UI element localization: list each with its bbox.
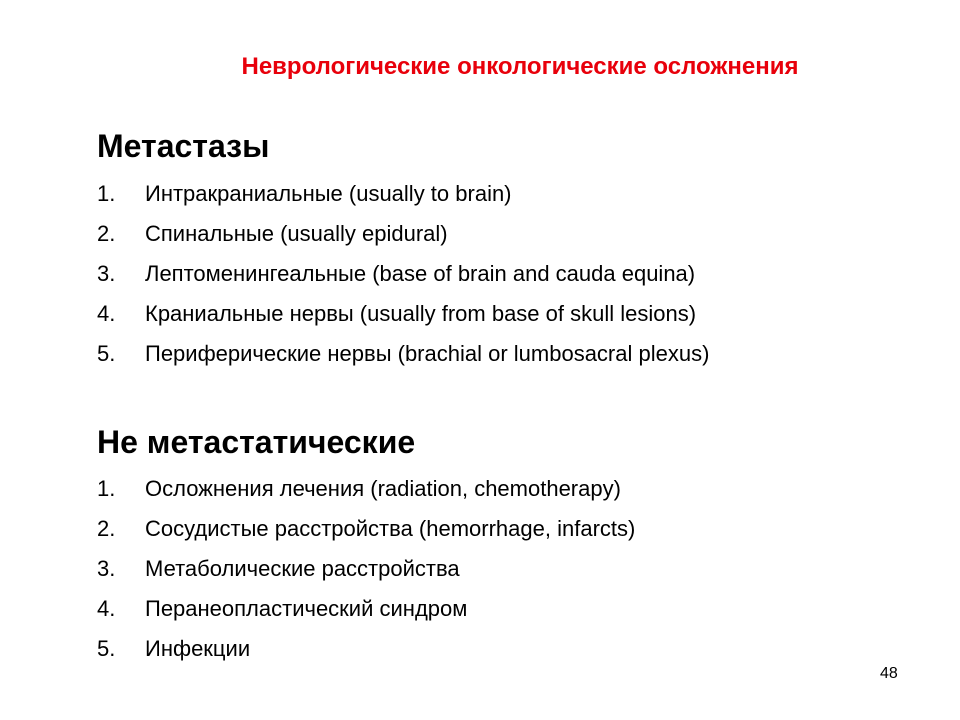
list-item-number: 5.: [97, 341, 116, 366]
non-metastatic-list: [97, 477, 635, 677]
section-heading-non-metastatic: Не метастатические: [97, 424, 416, 460]
list-item: [97, 517, 635, 557]
list-item-number: 1.: [97, 476, 116, 501]
list-item-text: Спинальные (usually epidural): [145, 221, 448, 246]
list-item-number: 4.: [97, 596, 116, 621]
metastases-list: [97, 182, 709, 382]
list-item-text: Инфекции: [145, 636, 251, 661]
slide-title: Неврологические онкологические осложнения: [241, 53, 799, 80]
list-item: [97, 182, 709, 222]
page-number: 48: [880, 665, 898, 682]
list-item: [97, 597, 635, 637]
list-item-text: Периферические нервы (brachial or lumbosacral plexus): [145, 341, 710, 366]
list-item-number: 1.: [97, 181, 116, 206]
list-item: [97, 557, 635, 597]
list-item-text: Лептоменингеальные (base of brain and cauda equina): [145, 261, 696, 286]
list-item-number: 4.: [97, 301, 116, 326]
list-item-number: 3.: [97, 261, 116, 286]
list-item: [97, 222, 709, 262]
list-item: [97, 637, 635, 677]
list-item-text: Сосудистые расстройства (hemorrhage, infarcts): [145, 516, 636, 541]
list-item-text: Метаболические расстройства: [145, 556, 460, 581]
list-item-number: 2.: [97, 516, 116, 541]
list-item-text: Перанеопластический синдром: [145, 596, 468, 621]
list-item-text: Краниальные нервы (usually from base of skull lesions): [145, 301, 697, 326]
list-item-number: 3.: [97, 556, 116, 581]
list-item-text: Осложнения лечения (radiation, chemotherapy): [145, 476, 621, 501]
list-item-number: 5.: [97, 636, 116, 661]
list-item-text: Интракраниальные (usually to brain): [145, 181, 512, 206]
list-item: [97, 342, 709, 382]
section-heading-metastases: Метастазы: [97, 128, 270, 164]
list-item: [97, 477, 635, 517]
list-item: [97, 302, 709, 342]
list-item-number: 2.: [97, 221, 116, 246]
list-item: [97, 262, 709, 302]
